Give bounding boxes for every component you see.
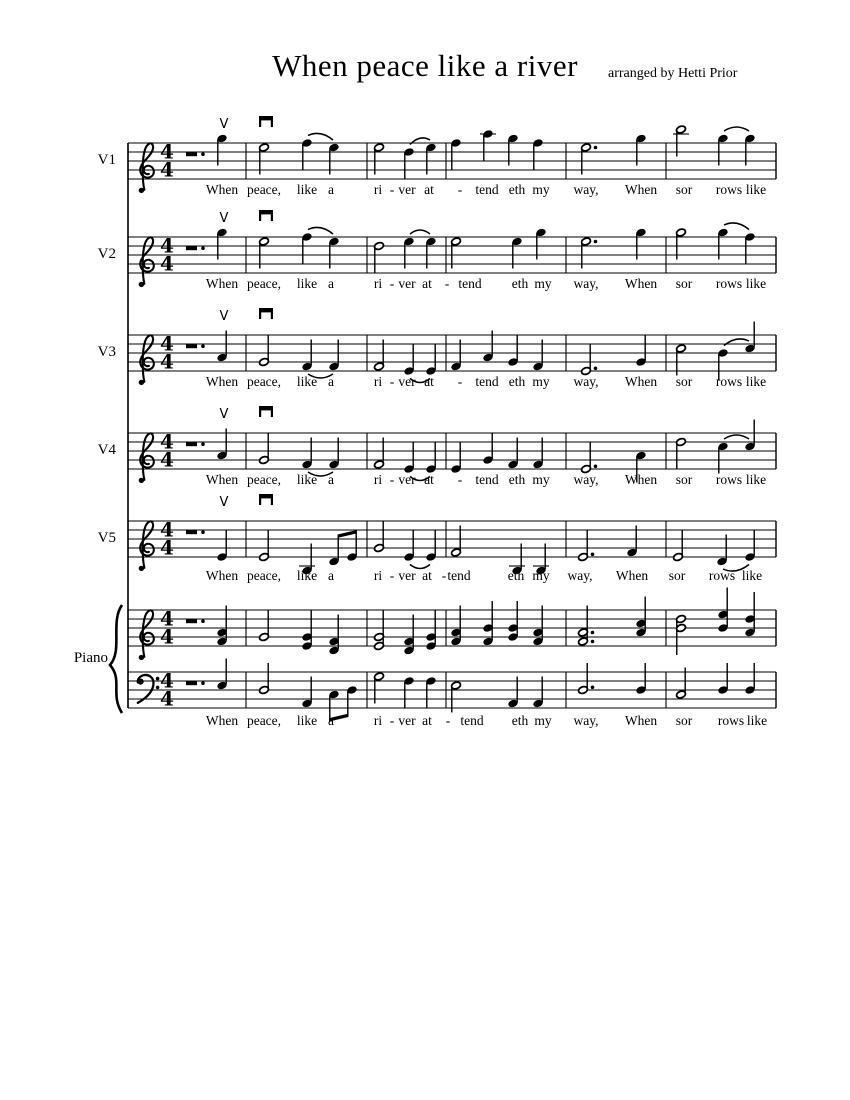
note[interactable]: [328, 615, 339, 656]
slur: [308, 227, 333, 234]
note[interactable]: [403, 147, 414, 179]
note[interactable]: [744, 322, 755, 354]
down-bow-icon: [259, 308, 273, 319]
note-head-open: [374, 241, 385, 250]
note-head-open: [259, 632, 270, 641]
note[interactable]: [482, 433, 493, 465]
down-bow-icon: [259, 406, 273, 417]
note-head-open: [578, 552, 589, 561]
note-head-open: [374, 362, 385, 371]
note-head-open: [451, 681, 462, 690]
lyric-syllable: ri: [373, 713, 383, 728]
note-head-open: [259, 357, 270, 366]
lyric-syllable: my: [532, 374, 550, 389]
bass-clef-dot: [156, 686, 160, 690]
note-head-open: [676, 344, 687, 353]
note-head-open: [259, 455, 270, 464]
rest-dot: [201, 530, 205, 534]
note-head-open: [451, 548, 462, 557]
up-bow-icon: V: [219, 407, 229, 422]
note-head-open: [374, 543, 385, 552]
treble-clef-stroke: [140, 610, 154, 657]
lyric-syllable: eth: [507, 568, 525, 583]
lyric-syllable: at: [424, 472, 434, 487]
treble-clef-stroke: [140, 433, 154, 480]
lyric-syllable: peace,: [246, 374, 282, 389]
half-rest[interactable]: [186, 619, 205, 623]
lyric-syllable: at: [422, 713, 432, 728]
lyric-syllable: sor: [675, 182, 693, 197]
lyric-syllable: -: [457, 182, 463, 197]
lyric-syllable: peace,: [246, 276, 282, 291]
lyric-syllable: sor: [675, 472, 693, 487]
note[interactable]: [259, 610, 270, 642]
beam: [338, 530, 357, 538]
lyric-syllable: like: [296, 568, 318, 583]
up-bow-icon: V: [219, 309, 229, 324]
lyric-syllable: -: [389, 472, 395, 487]
note[interactable]: [744, 592, 755, 637]
lyric-syllable: When: [205, 276, 239, 291]
note[interactable]: [346, 685, 357, 717]
half-rest[interactable]: [186, 344, 205, 348]
lyric-syllable: ri: [373, 472, 383, 487]
lyric-syllable: at: [424, 374, 434, 389]
treble-clef-icon: [139, 610, 154, 660]
rest-block: [186, 619, 197, 623]
lyric-syllable: a: [328, 276, 334, 291]
rest-block: [186, 152, 197, 156]
lyric-syllable: like: [296, 182, 318, 197]
piano-brace: [110, 605, 122, 713]
note-head-open: [374, 143, 385, 152]
lyric-syllable: When: [615, 568, 649, 583]
note[interactable]: [676, 614, 687, 655]
lyric-syllable: like: [746, 713, 768, 728]
lyric-syllable: eth: [508, 472, 526, 487]
staff-label-v3: V3: [97, 344, 116, 360]
treble-clef-ball: [139, 380, 144, 385]
lyric-syllable: When: [624, 713, 658, 728]
lyric-syllable: -: [389, 374, 395, 389]
augmentation-dot: [594, 367, 598, 371]
lyric-syllable: a: [328, 374, 334, 389]
page-subtitle: arranged by Hetti Prior: [608, 66, 738, 81]
note-head-open: [374, 672, 385, 681]
lyric-syllable: my: [534, 713, 552, 728]
lyric-syllable: eth: [511, 276, 529, 291]
note-head-open: [673, 552, 684, 561]
lyric-syllable: like: [296, 472, 318, 487]
note[interactable]: [450, 442, 461, 474]
note[interactable]: [403, 615, 414, 656]
note[interactable]: [216, 530, 227, 562]
lyric-syllable: ver: [398, 182, 416, 197]
lyric-syllable: like: [741, 568, 763, 583]
down-bow-icon: [259, 494, 273, 505]
slur: [724, 223, 749, 230]
lyric-syllable: -: [389, 713, 395, 728]
time-signature: 4: [160, 251, 174, 276]
note[interactable]: [425, 442, 436, 474]
lyric-syllable: like: [745, 182, 767, 197]
lyric-syllable: at: [422, 568, 432, 583]
time-signature: 4: [160, 447, 174, 472]
lyric-syllable: like: [296, 276, 318, 291]
time-signature: 4: [160, 157, 174, 182]
half-rest[interactable]: [186, 442, 205, 446]
lyric-syllable: ver: [398, 276, 416, 291]
staff-label-v2: V2: [97, 246, 116, 262]
lyric-syllable: ri: [373, 182, 383, 197]
staff-label-v1: V1: [97, 152, 116, 168]
note[interactable]: [374, 241, 385, 273]
lyric-syllable: way,: [573, 182, 599, 197]
note[interactable]: [403, 676, 414, 708]
lyric-syllable: tend: [447, 568, 471, 583]
slur: [724, 435, 749, 439]
lyric-syllable: tend: [458, 276, 482, 291]
note-head-open: [676, 125, 687, 134]
half-rest[interactable]: [186, 681, 205, 685]
lyric-syllable: tend: [475, 472, 499, 487]
slur: [308, 133, 333, 140]
lyric-syllable: When: [205, 568, 239, 583]
note-head-open: [676, 614, 687, 623]
lyric-syllable: ri: [373, 568, 383, 583]
half-rest[interactable]: [186, 530, 205, 534]
lyric-syllable: like: [745, 374, 767, 389]
page-title: When peace like a river: [272, 48, 578, 83]
lyric-syllable: at: [422, 276, 432, 291]
lyric-syllable: -: [389, 568, 395, 583]
lyric-syllable: When: [205, 713, 239, 728]
rest-dot: [201, 681, 205, 685]
note[interactable]: [635, 335, 646, 367]
treble-clef-icon: [139, 521, 154, 571]
slur: [410, 230, 430, 234]
lyric-syllable: sor: [675, 374, 693, 389]
note[interactable]: [216, 606, 227, 647]
rest-dot: [201, 246, 205, 250]
lyric-syllable: rows: [708, 568, 736, 583]
staff-label-v4: V4: [97, 442, 116, 458]
time-signature: 4: [160, 624, 174, 649]
lyric-syllable: ver: [398, 374, 416, 389]
note[interactable]: [301, 232, 312, 264]
lyric-syllable: tend: [460, 713, 484, 728]
treble-clef-ball: [139, 655, 144, 660]
note[interactable]: [450, 138, 461, 170]
note-head-open: [451, 237, 462, 246]
note-head-open: [259, 685, 270, 694]
treble-clef-ball: [139, 188, 144, 193]
lyric-syllable: peace,: [246, 713, 282, 728]
note[interactable]: [374, 610, 385, 651]
treble-clef-ball: [139, 566, 144, 571]
lyric-syllable: peace,: [246, 182, 282, 197]
lyric-syllable: a: [328, 182, 334, 197]
note[interactable]: [259, 335, 270, 367]
note[interactable]: [374, 521, 385, 553]
note[interactable]: [425, 610, 436, 651]
note-head-open: [259, 143, 270, 152]
lyric-syllable: way,: [573, 472, 599, 487]
lyric-syllable: -: [441, 568, 447, 583]
treble-clef-icon: [139, 237, 154, 287]
treble-clef-icon: [139, 143, 154, 193]
note-head-open: [676, 690, 687, 699]
lyric-syllable: When: [624, 374, 658, 389]
note[interactable]: [676, 437, 687, 469]
lyric-syllable: -: [457, 472, 463, 487]
note[interactable]: [744, 420, 755, 452]
note[interactable]: [744, 530, 755, 562]
lyric-syllable: way,: [573, 276, 599, 291]
note[interactable]: [403, 530, 414, 562]
note[interactable]: [425, 676, 436, 708]
lyric-syllable: sor: [668, 568, 686, 583]
half-rest[interactable]: [186, 152, 205, 156]
up-bow-icon: V: [219, 117, 229, 132]
lyric-syllable: peace,: [246, 568, 282, 583]
rest-block: [186, 442, 197, 446]
note-head-open: [578, 637, 589, 646]
time-signature: 4: [160, 349, 174, 374]
augmentation-dot: [591, 686, 595, 690]
time-signature: 4: [160, 139, 174, 164]
note[interactable]: [450, 606, 461, 647]
down-bow-icon: [259, 116, 273, 127]
lyric-syllable: a: [328, 472, 334, 487]
lyric-syllable: like: [745, 472, 767, 487]
note-head-open: [581, 143, 592, 152]
note[interactable]: [507, 335, 518, 367]
treble-clef-ball: [139, 478, 144, 483]
augmentation-dot: [591, 631, 595, 635]
note-head-open: [259, 237, 270, 246]
lyric-syllable: -: [457, 374, 463, 389]
time-signature: 4: [160, 517, 174, 542]
note-head-open: [259, 552, 270, 561]
lyric-syllable: ver: [398, 568, 416, 583]
lyric-syllable: like: [745, 276, 767, 291]
lyric-syllable: When: [624, 276, 658, 291]
rest-dot: [201, 152, 205, 156]
up-bow-icon: V: [219, 211, 229, 226]
lyric-syllable: eth: [511, 713, 529, 728]
lyric-syllable: a: [328, 713, 334, 728]
note[interactable]: [635, 597, 646, 638]
treble-clef-stroke: [140, 335, 154, 382]
lyric-syllable: ver: [398, 472, 416, 487]
treble-clef-stroke: [140, 521, 154, 568]
note-head-open: [374, 460, 385, 469]
note-head-open: [581, 237, 592, 246]
note[interactable]: [425, 530, 436, 562]
lyric-syllable: ri: [373, 374, 383, 389]
augmentation-dot: [594, 240, 598, 244]
time-signature: 4: [160, 429, 174, 454]
lyric-syllable: rows: [715, 374, 743, 389]
note[interactable]: [744, 232, 755, 264]
lyric-syllable: way,: [567, 568, 593, 583]
note[interactable]: [507, 601, 518, 642]
rest-dot: [201, 344, 205, 348]
lyric-syllable: When: [624, 472, 658, 487]
lyric-syllable: rows: [715, 276, 743, 291]
note[interactable]: [301, 138, 312, 170]
time-signature: 4: [160, 668, 174, 693]
note[interactable]: [532, 138, 543, 170]
time-signature: 4: [160, 686, 174, 711]
lyric-syllable: rows: [715, 182, 743, 197]
piano-group-label: Piano: [73, 650, 108, 666]
treble-clef-icon: [139, 433, 154, 483]
lyric-syllable: my: [532, 568, 550, 583]
slur: [724, 127, 749, 131]
note[interactable]: [532, 606, 543, 647]
lyric-syllable: -: [444, 276, 450, 291]
note[interactable]: [259, 663, 270, 695]
rest-dot: [201, 442, 205, 446]
note[interactable]: [259, 433, 270, 465]
augmentation-dot: [594, 146, 598, 150]
note[interactable]: [216, 659, 227, 691]
augmentation-dot: [594, 465, 598, 469]
lyric-syllable: tend: [475, 182, 499, 197]
lyric-syllable: way,: [573, 374, 599, 389]
lyric-syllable: at: [424, 182, 434, 197]
lyric-syllable: -: [389, 276, 395, 291]
note-head-open: [578, 685, 589, 694]
lyric-syllable: -: [445, 713, 451, 728]
note[interactable]: [425, 344, 436, 376]
treble-clef-ball: [139, 282, 144, 287]
note-head-open: [676, 228, 687, 237]
up-bow-icon: V: [219, 495, 229, 510]
note[interactable]: [717, 663, 728, 695]
rest-block: [186, 530, 197, 534]
lyric-syllable: my: [532, 472, 550, 487]
time-signature: 4: [160, 535, 174, 560]
lyric-syllable: ri: [373, 276, 383, 291]
rest-block: [186, 246, 197, 250]
lyric-syllable: eth: [508, 182, 526, 197]
lyric-syllable: When: [205, 182, 239, 197]
half-rest[interactable]: [186, 246, 205, 250]
lyric-syllable: like: [296, 374, 318, 389]
note[interactable]: [259, 530, 270, 562]
treble-clef-icon: [139, 335, 154, 385]
lyric-syllable: way,: [573, 713, 599, 728]
rest-block: [186, 344, 197, 348]
lyric-syllable: like: [296, 713, 318, 728]
note[interactable]: [673, 530, 684, 562]
bass-clef-dot: [156, 677, 160, 681]
lyric-syllable: rows: [717, 713, 745, 728]
note[interactable]: [403, 344, 414, 376]
lyric-syllable: When: [205, 374, 239, 389]
lyric-syllable: ver: [398, 713, 416, 728]
lyric-syllable: eth: [508, 374, 526, 389]
treble-clef-stroke: [140, 143, 154, 190]
lyric-syllable: When: [624, 182, 658, 197]
lyric-syllable: my: [534, 276, 552, 291]
time-signature: 4: [160, 331, 174, 356]
treble-clef-stroke: [140, 237, 154, 284]
augmentation-dot: [591, 553, 595, 557]
lyric-syllable: rows: [715, 472, 743, 487]
note-head-open: [676, 437, 687, 446]
note[interactable]: [482, 601, 493, 646]
lyric-syllable: When: [205, 472, 239, 487]
augmentation-dot: [591, 640, 595, 644]
lyric-syllable: my: [532, 182, 550, 197]
lyric-syllable: sor: [675, 276, 693, 291]
staff-label-v5: V5: [97, 530, 116, 546]
time-signature: 4: [160, 606, 174, 631]
lyric-syllable: sor: [675, 713, 693, 728]
rest-dot: [201, 619, 205, 623]
note[interactable]: [744, 663, 755, 695]
down-bow-icon: [259, 210, 273, 221]
note-head-open: [374, 641, 385, 650]
time-signature: 4: [160, 233, 174, 258]
note[interactable]: [578, 606, 595, 647]
lyric-syllable: peace,: [246, 472, 282, 487]
note[interactable]: [403, 442, 414, 474]
note[interactable]: [301, 610, 312, 651]
lyric-syllable: a: [328, 568, 334, 583]
rest-block: [186, 681, 197, 685]
note[interactable]: [635, 663, 646, 695]
lyric-syllable: tend: [475, 374, 499, 389]
lyric-syllable: -: [389, 182, 395, 197]
note[interactable]: [480, 129, 496, 161]
